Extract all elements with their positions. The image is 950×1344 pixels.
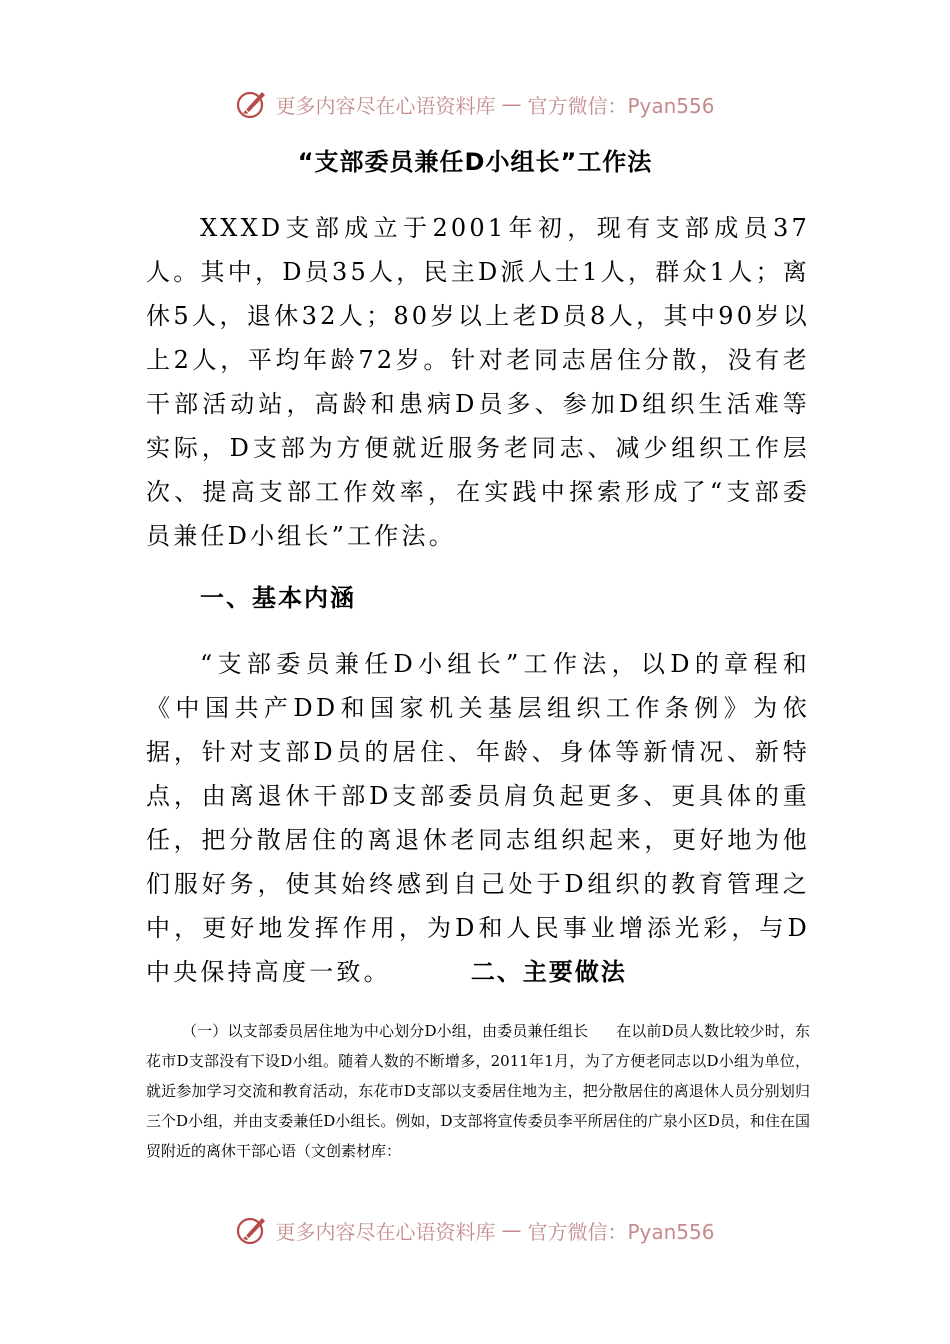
quill-logo-icon [235,1213,269,1247]
document-title: “支部委员兼任D小组长”工作法 [297,148,653,176]
section-heading-basic-meaning: 一、基本内涵 [200,584,356,612]
banner-wechat-text: 官方微信：Pyan556 [527,1219,715,1244]
quill-logo-icon [235,87,269,121]
basic-meaning-text: “支部委员兼任D小组长”工作法，以D的章程和《中国共产DD和国家机关基层组织工作条例》为依据，针对支部D员的居住、年龄、身体等新情况、新特点，由离退休干部D支部委员肩负起更多、更具体的重任，把分散居住的离退休老同志组织起来，更好地为他们服好务，使其始终感到自己处于D组织的教育管理之中，更好地发挥作用，为D和人民事业增添光彩，与D中央保持高度一致。 [146,650,810,986]
basic-meaning-paragraph [146,642,810,994]
subsection-heading-1: （一）以支部委员居住地为中心划分D小组，由委员兼任组长 [182,1022,589,1040]
main-practices-paragraph [146,1016,810,1166]
footer-watermark-banner [0,1208,950,1252]
subsection-1-text: 在以前D员人数比较少时，东花市D支部没有下设D小组。随着人数的不断增多，2011年1月，为了方便老同志以D小组为单位，就近参加学习交流和教育活动，东花市D支部以支委居住地为主，把分散居住的离退休人员分别划归三个D小组，并由支委兼任D小组长。例如，D支部将宣传委员李平所居住的广泉小区D员，和住在国贸附近的离休干部心语（文创素材库： [146,1022,810,1160]
intro-paragraph: XXXD支部成立于2001年初，现有支部成员37人。其中，D员35人，民主D派人士1人，群众1人；离休5人，退休32人；80岁以上老D员8人，其中90岁以上2人，平均年龄72岁。针对老同志居住分散，没有老干部活动站，高龄和患病D员多、参加D组织生活难等实际，D支部为方便就近服务老同志、减少组织工作层次、提高支部工作效率，在实践中探索形成了“支部委员兼任D小组长”工作法。 [146,214,810,550]
banner-separator: — [501,1218,522,1242]
header-watermark-banner [0,82,950,126]
banner-separator: — [501,92,522,116]
section-heading-main-practices: 二、主要做法 [470,958,627,986]
banner-brand-text: 更多内容尽在心语资料库 [275,1219,496,1244]
banner-wechat-text: 官方微信：Pyan556 [527,93,715,118]
banner-brand-text: 更多内容尽在心语资料库 [275,93,496,118]
